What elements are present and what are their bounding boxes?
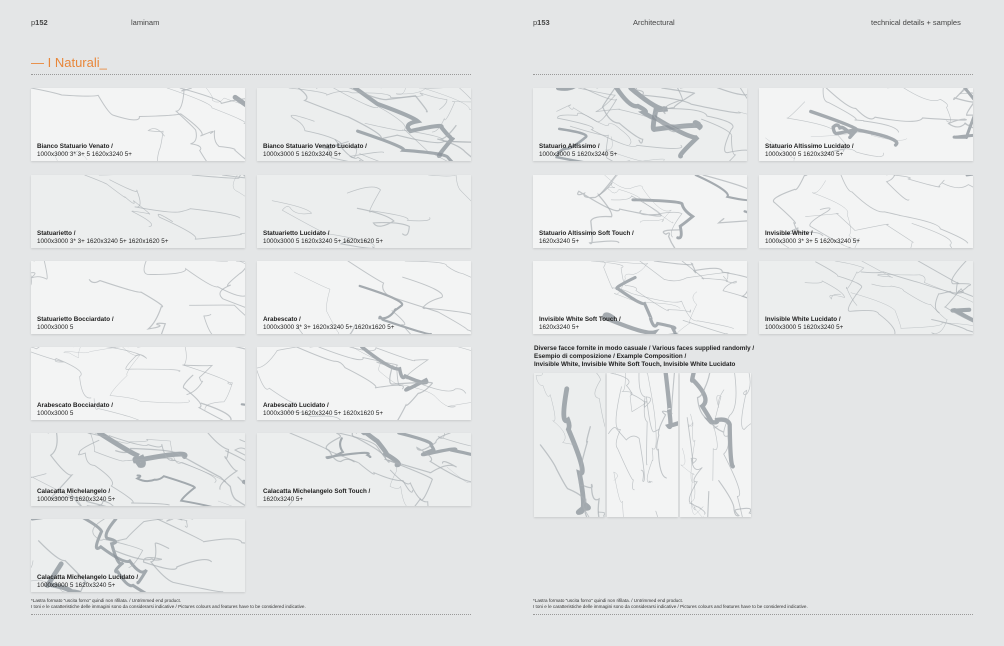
swatch-name: Invisible White Soft Touch / xyxy=(539,316,621,324)
swatch-sizes: 1000x3000 5 xyxy=(37,323,74,331)
title-divider-left xyxy=(31,74,471,75)
footnote-right-line1: *Lastra formato "uscita forno" quindi non rifilata. / Untrimmed end product. xyxy=(533,598,684,603)
title-divider-right xyxy=(533,74,973,75)
footnote-right xyxy=(533,598,808,609)
left-swatch-tile xyxy=(31,519,245,592)
footer-divider-left xyxy=(31,614,471,615)
swatch-name: Bianco Statuario Venato Lucidato / xyxy=(263,143,367,151)
right-swatch-tile xyxy=(759,261,973,334)
swatch-name: Invisible White Lucidato / xyxy=(765,316,841,324)
footnote-left xyxy=(31,598,306,609)
swatch-sizes: 1000x3000 5 1620x3240 5+ xyxy=(37,581,116,589)
composition-line-2: Esempio di composizione / Example Composition / xyxy=(534,352,687,360)
swatch-name: Statuarietto Lucidato / xyxy=(263,230,330,238)
swatch-name: Statuario Altissimo Lucidato / xyxy=(765,143,854,151)
composition-slab xyxy=(607,373,678,517)
swatch-caption xyxy=(539,143,617,158)
left-swatch-tile xyxy=(257,261,471,334)
section-label: Architectural xyxy=(633,18,675,27)
swatch-caption xyxy=(539,230,634,245)
left-swatch-tile xyxy=(31,347,245,420)
swatch-sizes: 1000x3000 3* 3+ 1620x3240 5+ 1620x1620 5+ xyxy=(37,237,169,245)
left-swatch-tile xyxy=(257,433,471,506)
swatch-caption xyxy=(765,143,854,158)
swatch-sizes: 1000x3000 5 1620x3240 5+ xyxy=(765,323,844,331)
swatch-sizes: 1000x3000 5 1620x3240 5+ 1620x1620 5+ xyxy=(263,237,384,245)
swatch-name: Calacatta Michelangelo Soft Touch / xyxy=(263,488,371,496)
right-swatch-tile xyxy=(533,261,747,334)
swatch-sizes: 1000x3000 3* 3+ 5 1620x3240 5+ xyxy=(37,150,132,158)
right-swatch-tile xyxy=(759,88,973,161)
left-swatch-tile xyxy=(31,88,245,161)
swatch-name: Calacatta Michelangelo / xyxy=(37,488,111,496)
left-swatch-tile xyxy=(31,433,245,506)
swatch-name: Arabescato Bocciardato / xyxy=(37,402,113,410)
swatch-caption xyxy=(37,230,168,245)
swatch-sizes: 1000x3000 5 xyxy=(37,409,74,417)
swatch-sizes: 1620x3240 5+ xyxy=(263,495,304,503)
swatch-caption xyxy=(765,230,860,245)
swatch-name: Arabescato Lucidato / xyxy=(263,402,329,410)
composition-caption xyxy=(534,345,754,368)
left-swatch-tile xyxy=(31,175,245,248)
swatch-name: Statuarietto / xyxy=(37,230,76,238)
swatch-caption xyxy=(539,316,621,331)
swatch-caption xyxy=(263,143,367,158)
swatch-sizes: 1000x3000 5 1620x3240 5+ xyxy=(539,150,618,158)
swatch-caption xyxy=(37,316,114,331)
swatch-sizes: 1620x3240 5+ xyxy=(539,323,580,331)
swatch-name: Calacatta Michelangelo Lucidato / xyxy=(37,574,139,582)
swatch-caption xyxy=(765,316,843,331)
marble-swatch-image xyxy=(607,373,678,517)
footnote-left-line2: I toni e le caratteristiche delle immagini sono da considerarsi indicative / Pictures colours and features have to be considered indicative. xyxy=(31,603,306,609)
swatch-sizes: 1000x3000 5 1620x3240 5+ xyxy=(37,495,116,503)
footer-divider-right xyxy=(533,614,973,615)
swatch-name: Statuarietto Bocciardato / xyxy=(37,316,114,324)
right-swatch-tile xyxy=(533,88,747,161)
swatch-caption xyxy=(263,316,394,331)
swatch-caption xyxy=(263,402,383,417)
swatch-caption xyxy=(263,488,370,503)
swatch-caption xyxy=(37,488,115,503)
swatch-sizes: 1000x3000 5 1620x3240 5+ xyxy=(263,150,342,158)
swatch-name: Arabescato / xyxy=(263,316,301,324)
right-page-number: p153 xyxy=(533,18,550,27)
swatch-sizes: 1620x3240 5+ xyxy=(539,237,580,245)
swatch-sizes: 1000x3000 5 1620x3240 5+ xyxy=(765,150,844,158)
swatch-caption xyxy=(37,402,113,417)
left-page-number: p152 xyxy=(31,18,48,27)
swatch-name: Bianco Statuario Venato / xyxy=(37,143,113,151)
composition-line-1: Diverse facce fornite in modo casuale / Various faces supplied randomly / xyxy=(534,345,755,352)
left-swatch-tile xyxy=(31,261,245,334)
marble-swatch-image xyxy=(680,373,751,517)
right-swatch-tile xyxy=(533,175,747,248)
footnote-left-line1: *Lastra formato "uscita forno" quindi non rifilata. / Untrimmed end product. xyxy=(31,598,182,603)
marble-swatch-image xyxy=(534,373,605,517)
left-swatch-tile xyxy=(257,175,471,248)
brand-label: laminam xyxy=(131,18,160,27)
swatch-name: Statuario Altissimo Soft Touch / xyxy=(539,230,634,238)
composition-slab xyxy=(680,373,751,517)
swatch-sizes: 1000x3000 5 1620x3240 5+ 1620x1620 5+ xyxy=(263,409,384,417)
swatch-caption xyxy=(37,143,132,158)
right-swatch-tile xyxy=(759,175,973,248)
swatch-name: Invisible White / xyxy=(765,230,813,238)
swatch-sizes: 1000x3000 3* 3+ 1620x3240 5+ 1620x1620 5+ xyxy=(263,323,395,331)
swatch-caption xyxy=(263,230,383,245)
header-right-label: technical details + samples xyxy=(871,18,961,27)
section-title: — I Naturali_ xyxy=(31,55,107,70)
left-swatch-tile xyxy=(257,347,471,420)
left-swatch-tile xyxy=(257,88,471,161)
composition-slab xyxy=(534,373,605,517)
swatch-name: Statuario Altissimo / xyxy=(539,143,600,151)
footnote-right-line2: I toni e le caratteristiche delle immagini sono da considerarsi indicative / Pictures colours and features have to be considered indicative. xyxy=(533,603,808,609)
swatch-caption xyxy=(37,574,138,589)
composition-line-3: Invisible White, Invisible White Soft Touch, Invisible White Lucidato xyxy=(534,360,736,368)
swatch-sizes: 1000x3000 3* 3+ 5 1620x3240 5+ xyxy=(765,237,860,245)
